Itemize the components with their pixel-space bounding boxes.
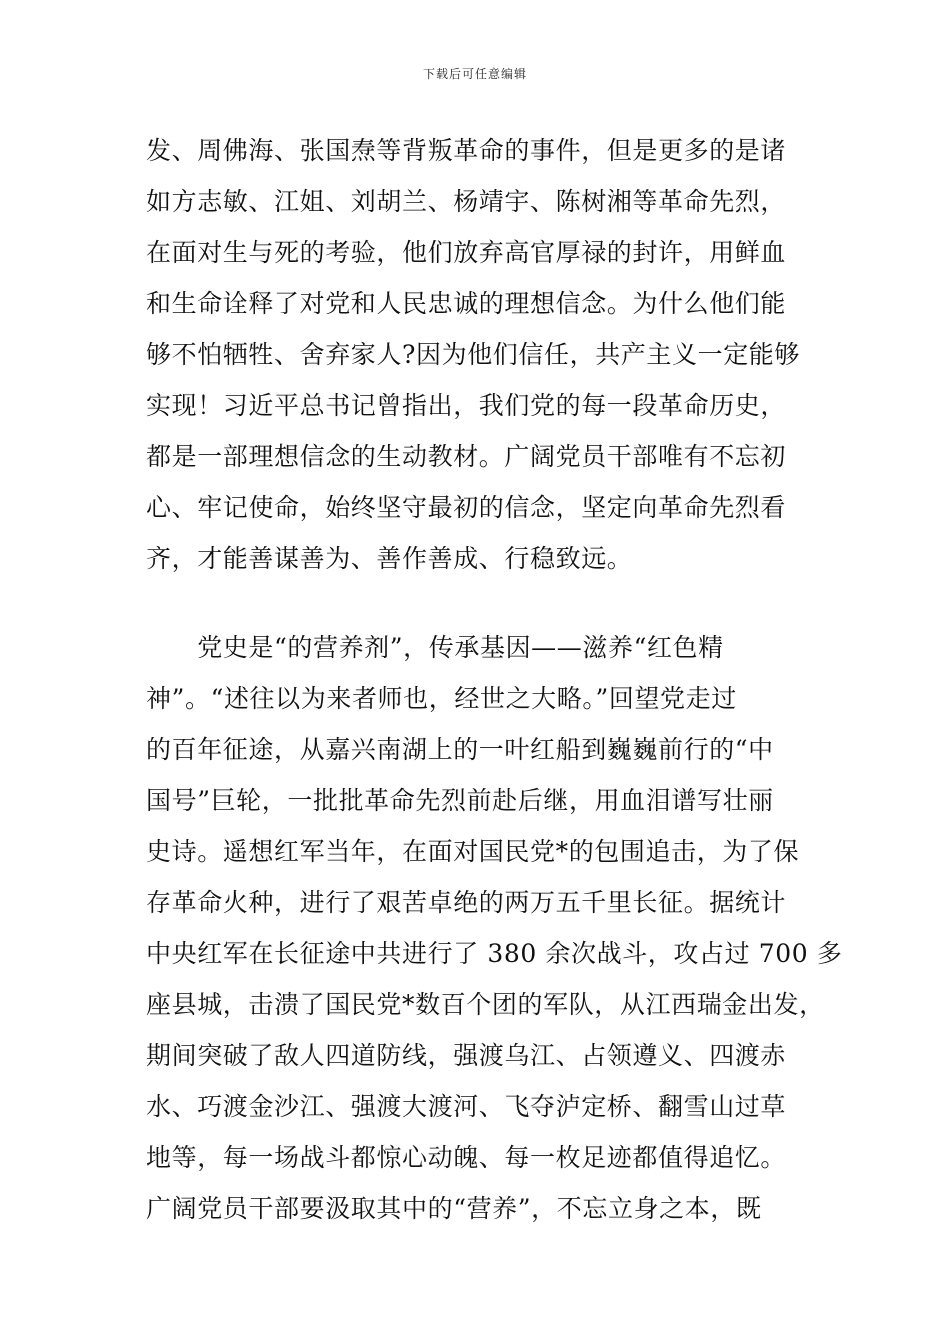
text-line: 神”。“述往以为来者师也，经世之大略。”回望党走过	[146, 684, 737, 713]
text-line: 齐，才能善谋善为、善作善成、行稳致远。	[146, 544, 633, 573]
text-line: 地等，每一场战斗都惊心动魄、每一枚足迹都值得追忆。	[146, 1143, 787, 1172]
text-line: 的百年征途，从嘉兴南湖上的一叶红船到巍巍前行的“中	[146, 735, 774, 764]
text-line: 国号”巨轮，一批批革命先烈前赴后继，用血泪谱写壮丽	[146, 786, 774, 815]
text-line: 够不怕牺牲、舍弃家人?因为他们信任，共产主义一定能够	[146, 340, 801, 369]
page-header: 下载后可任意编辑	[422, 67, 527, 81]
text-line: 在面对生与死的考验，他们放弃高官厚禄的封许，用鲜血	[146, 238, 787, 267]
text-line: 广阔党员干部要汲取其中的“营养”，不忘立身之本，既	[146, 1194, 762, 1223]
paragraph-2	[146, 632, 843, 1244]
text-line: 和生命诠释了对党和人民忠诚的理想信念。为什么他们能	[146, 289, 787, 318]
text-line: 心、牢记使命，始终坚守最初的信念，坚定向革命先烈看	[146, 493, 787, 522]
text-line: 都是一部理想信念的生动教材。广阔党员干部唯有不忘初	[146, 442, 787, 471]
text-line: 水、巧渡金沙江、强渡大渡河、飞夺泸定桥、翻雪山过草	[146, 1092, 787, 1121]
text-line: 座县城，击溃了国民党*数百个团的军队，从江西瑞金出发，	[146, 990, 825, 1019]
text-line: 实现！习近平总书记曾指出，我们党的每一段革命历史，	[146, 391, 787, 420]
text-line: 中央红军在长征途中共进行了 380 余次战斗，攻占过 700 多	[146, 939, 843, 968]
paragraph-1	[146, 135, 826, 594]
text-line: 发、周佛海、张国焘等背叛革命的事件，但是更多的是诸	[146, 136, 787, 165]
text-line: 如方志敏、江姐、刘胡兰、杨靖宇、陈树湘等革命先烈，	[146, 187, 787, 216]
text-line: 期间突破了敌人四道防线，强渡乌江、占领遵义、四渡赤	[146, 1041, 787, 1070]
text-line: 党史是“的营养剂”，传承基因——滋养“红色精	[146, 633, 724, 662]
text-line: 存革命火种，进行了艰苦卓绝的两万五千里长征。据统计	[146, 888, 787, 917]
text-line: 史诗。遥想红军当年，在面对国民党*的包围追击，为了保	[146, 837, 800, 866]
